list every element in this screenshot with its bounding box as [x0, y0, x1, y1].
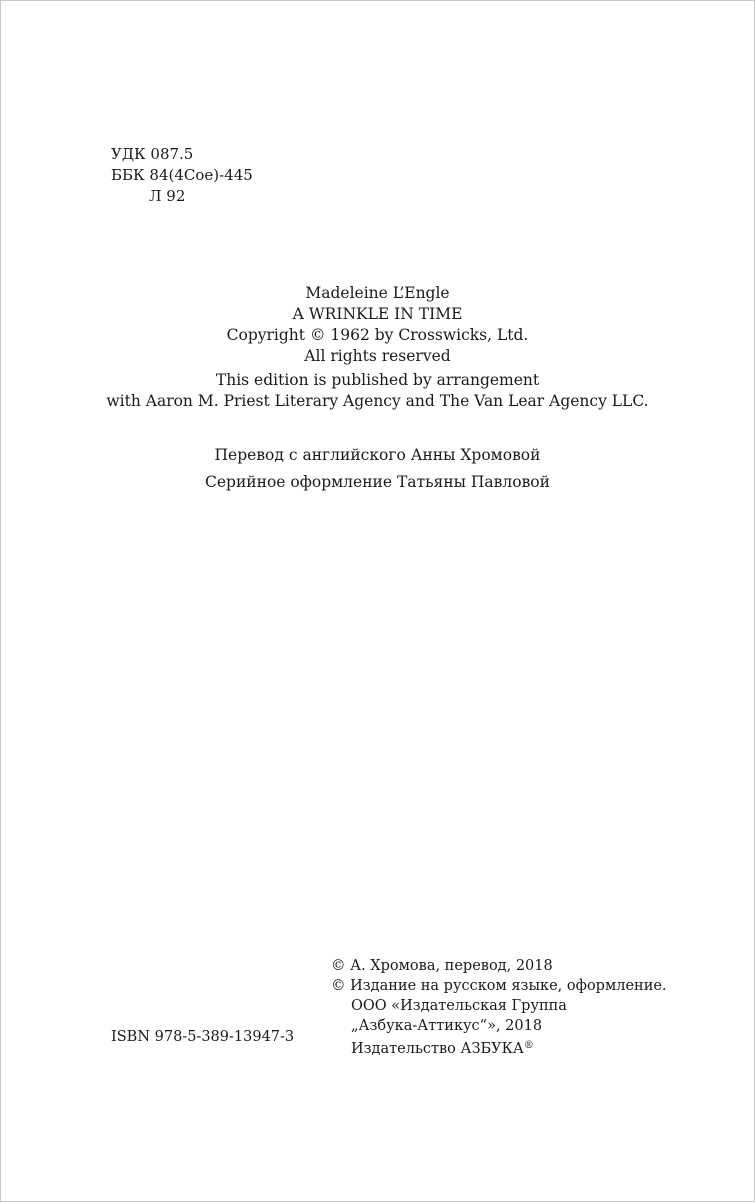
bbk-code: ББК 84(4Сое)-445 [111, 166, 253, 184]
isbn: ISBN 978-5-389-13947-3 [111, 1029, 295, 1045]
udk-code: УДК 087.5 [111, 145, 194, 163]
author-mark: Л 92 [149, 187, 186, 205]
copyright-publisher-line-2: „Азбука-Аттикус“», 2018 [351, 1018, 543, 1034]
arrangement-note [0, 370, 755, 412]
original-copyright: Copyright © 1962 by Crosswicks, Ltd. [226, 326, 529, 344]
russian-copyrights [331, 956, 667, 1059]
rights-statement: All rights reserved [304, 347, 451, 365]
original-edition-info [0, 283, 755, 367]
arrangement-line-2: with Aaron M. Priest Literary Agency and The Van Lear Agency LLC. [106, 392, 649, 410]
design-credit: Серийное оформление Татьяны Павловой [205, 473, 550, 491]
original-author: Madeleine L’Engle [305, 284, 450, 302]
copyright-publisher-line-1: ООО «Издательская Группа [351, 998, 567, 1014]
registered-mark: ® [523, 1040, 534, 1051]
copyright-translation: © А. Хромова, перевод, 2018 [331, 958, 553, 974]
credits-block [0, 442, 755, 496]
original-title: A WRINKLE IN TIME [292, 305, 463, 323]
publisher-imprint-text: Издательство АЗБУКА [351, 1041, 524, 1057]
publisher-imprint [331, 1036, 667, 1059]
catalog-codes [111, 144, 253, 207]
arrangement-line-1: This edition is published by arrangement [215, 371, 540, 389]
copyright-edition: © Издание на русском языке, оформление. [331, 978, 667, 994]
translation-credit: Перевод с английского Анны Хромовой [214, 446, 541, 464]
